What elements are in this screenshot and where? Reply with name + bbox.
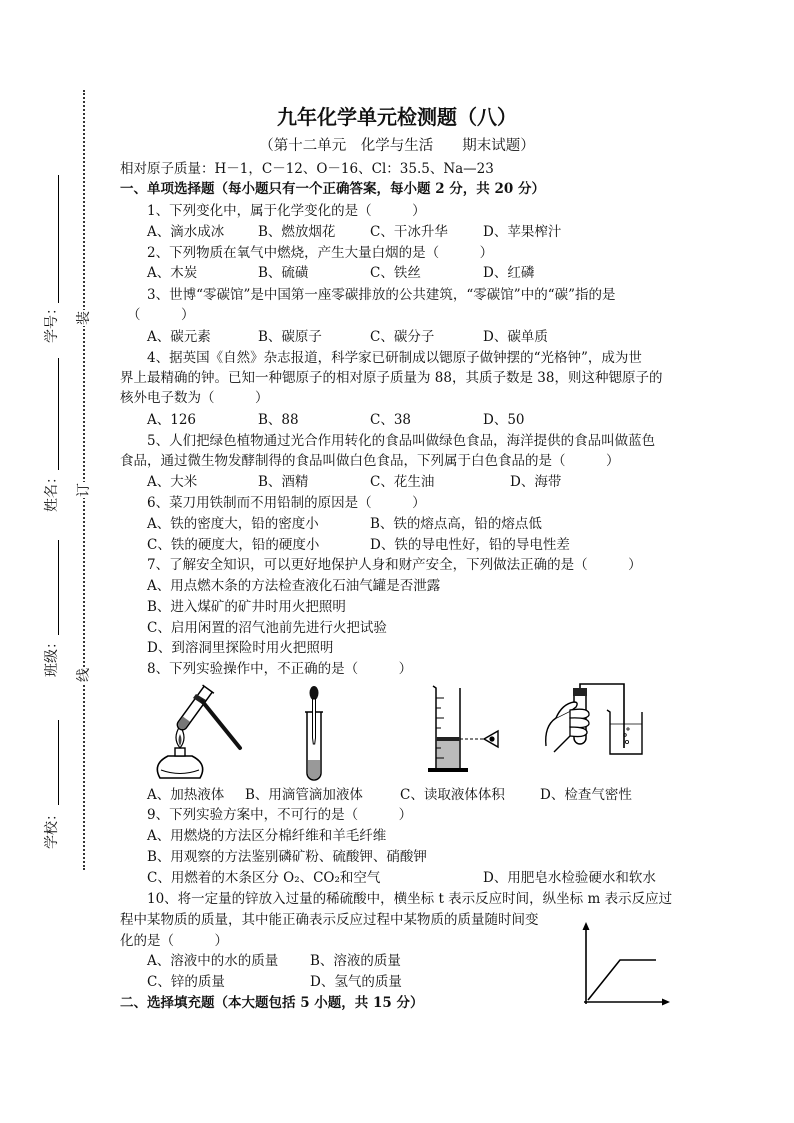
class-line <box>58 540 59 635</box>
student-id-line <box>58 175 59 303</box>
q8-option-c: C、读取液体体积 <box>400 787 505 803</box>
atomic-masses: 相对原子质量：H－1，C－12、O－16、Cl：35.5、Na—23 <box>120 161 494 177</box>
q8-option-b: B、用滴管滴加液体 <box>245 787 363 803</box>
school-label: 学校： <box>44 807 60 849</box>
graph-y-arrow <box>583 922 590 930</box>
q7-option-b: B、进入煤矿的矿井时用火把照明 <box>147 599 346 615</box>
q5-stem-line-2: 食品，通过微生物发酵制得的食品叫做白色食品，下列属于白色食品的是（ ） <box>120 453 620 469</box>
name-line <box>58 358 59 470</box>
q2-stem: 2、下列物质在氧气中燃烧，产生大量白烟的是（ ） <box>147 245 494 261</box>
q9-stem: 9、下列实验方案中，不可行的是（ ） <box>147 807 413 823</box>
q4-stem-line-1: 4、据英国《自然》杂志报道，科学家已研制成以锶原子做钟摆的“光格钟”，成为世 <box>147 350 642 366</box>
q9-option-c: C、用燃着的木条区分 O₂、CO₂和空气 <box>147 870 381 886</box>
q10-stem-line-1: 10、将一定量的锌放入过量的稀硫酸中，横坐标 t 表示反应时间，纵坐标 m 表示反应过 <box>147 891 673 907</box>
q2-option-b: B、硫磺 <box>258 265 309 281</box>
school-line <box>58 720 59 805</box>
q7-stem: 7、了解安全知识，可以更好地保护人身和财产安全，下列做法正确的是（ ） <box>147 557 642 573</box>
page-subtitle: （第十二单元 化学与生活 期末试题） <box>259 138 535 154</box>
gas-tightness-illustration <box>544 678 648 760</box>
q2-option-a: A、木炭 <box>147 265 198 281</box>
q3-stem-line-2: （ ） <box>127 307 195 323</box>
q9-option-d: D、用肥皂水检验硬水和软水 <box>483 870 656 886</box>
q1-stem: 1、下列变化中，属于化学变化的是（ ） <box>147 203 426 219</box>
class-label: 班级： <box>44 635 60 677</box>
q2-option-c: C、铁丝 <box>370 265 421 281</box>
binding-mark-zhuang: 装 <box>73 310 95 326</box>
q9-option-b: B、用观察的方法鉴别磷矿粉、硫酸钾、硝酸钾 <box>147 849 427 865</box>
graph-x-arrow <box>662 999 670 1006</box>
q1-option-c: C、干冰升华 <box>370 224 448 240</box>
q3-option-a: A、碳元素 <box>147 329 211 345</box>
q7-option-a: A、用点燃木条的方法检查液化石油气罐是否泄露 <box>147 578 441 594</box>
q6-stem: 6、菜刀用铁制而不用铅制的原因是（ ） <box>147 495 426 511</box>
q2-option-d: D、红磷 <box>483 265 535 281</box>
page-title: 九年化学单元检测题（八） <box>277 105 517 129</box>
q3-option-b: B、碳原子 <box>258 329 322 345</box>
q4-option-d: D、50 <box>483 412 525 428</box>
binding-dotted-line <box>83 90 85 870</box>
student-id-label: 学号： <box>44 301 60 343</box>
q10-stem-line-2: 程中某物质的质量，其中能正确表示反应过程中某物质的质量随时间变 <box>120 912 539 928</box>
q4-stem-line-3: 核外电子数为（ ） <box>120 390 269 406</box>
q1-option-a: A、滴水成冰 <box>147 224 225 240</box>
q6-option-c: C、铁的硬度大，铅的硬度小 <box>147 537 320 553</box>
binding-mark-xian: 线 <box>73 667 95 683</box>
q5-option-b: B、酒精 <box>258 474 309 490</box>
dropper-illustration <box>296 684 330 784</box>
binding-mark-ding: 订 <box>73 482 95 498</box>
q10-option-a: A、溶液中的水的质量 <box>147 953 279 969</box>
q10-option-b: B、溶液的质量 <box>310 953 401 969</box>
q8-option-d: D、检查气密性 <box>540 787 632 803</box>
reading-volume-illustration <box>424 684 508 778</box>
q3-option-d: D、碳单质 <box>483 329 548 345</box>
q6-option-b: B、铁的熔点高，铅的熔点低 <box>370 516 542 532</box>
q10-stem-line-3: 化的是（ ） <box>120 933 228 949</box>
q6-option-a: A、铁的密度大，铅的密度小 <box>147 516 319 532</box>
q10-option-c: C、锌的质量 <box>147 974 225 990</box>
q4-option-c: C、38 <box>370 412 412 428</box>
q7-option-d: D、到溶洞里探险时用火把照明 <box>147 640 334 656</box>
q9-option-a: A、用燃烧的方法区分棉纤维和羊毛纤维 <box>147 828 387 844</box>
q3-stem-line-1: 3、世博“零碳馆”是中国第一座零碳排放的公共建筑，“零碳馆”中的“碳”指的是 <box>147 287 616 303</box>
q1-option-b: B、燃放烟花 <box>258 224 336 240</box>
q4-stem-line-2: 界上最精确的钟。已知一种锶原子的相对原子质量为 88，其质子数是 38，则这种锶原子的 <box>120 370 663 386</box>
q5-option-a: A、大米 <box>147 474 198 490</box>
section-1-heading: 一、单项选择题（每小题只有一个正确答案，每小题 2 分，共 20 分） <box>120 181 545 197</box>
q10-option-d: D、氢气的质量 <box>310 974 402 990</box>
q7-option-c: C、启用闲置的沼气池前先进行火把试验 <box>147 620 387 636</box>
q6-option-d: D、铁的导电性好，铅的导电性差 <box>370 537 570 553</box>
q4-option-a: A、126 <box>147 412 197 428</box>
q8-option-a: A、加热液体 <box>147 787 225 803</box>
name-label: 姓名： <box>44 470 60 512</box>
q8-stem: 8、下列实验操作中，不正确的是（ ） <box>147 661 413 677</box>
q3-option-c: C、碳分子 <box>370 329 435 345</box>
mass-time-graph <box>578 922 670 1006</box>
section-2-heading: 二、选择填充题（本大题包括 5 小题，共 15 分） <box>120 995 424 1011</box>
heating-liquid-illustration <box>146 684 246 784</box>
q5-option-c: C、花生油 <box>370 474 435 490</box>
q1-option-d: D、苹果榨汁 <box>483 224 562 240</box>
q5-stem-line-1: 5、人们把绿色植物通过光合作用转化的食品叫做绿色食品，海洋提供的食品叫做蓝色 <box>147 433 656 449</box>
graph-curve <box>588 960 656 1000</box>
q4-option-b: B、88 <box>258 412 299 428</box>
q5-option-d: D、海带 <box>510 474 562 490</box>
